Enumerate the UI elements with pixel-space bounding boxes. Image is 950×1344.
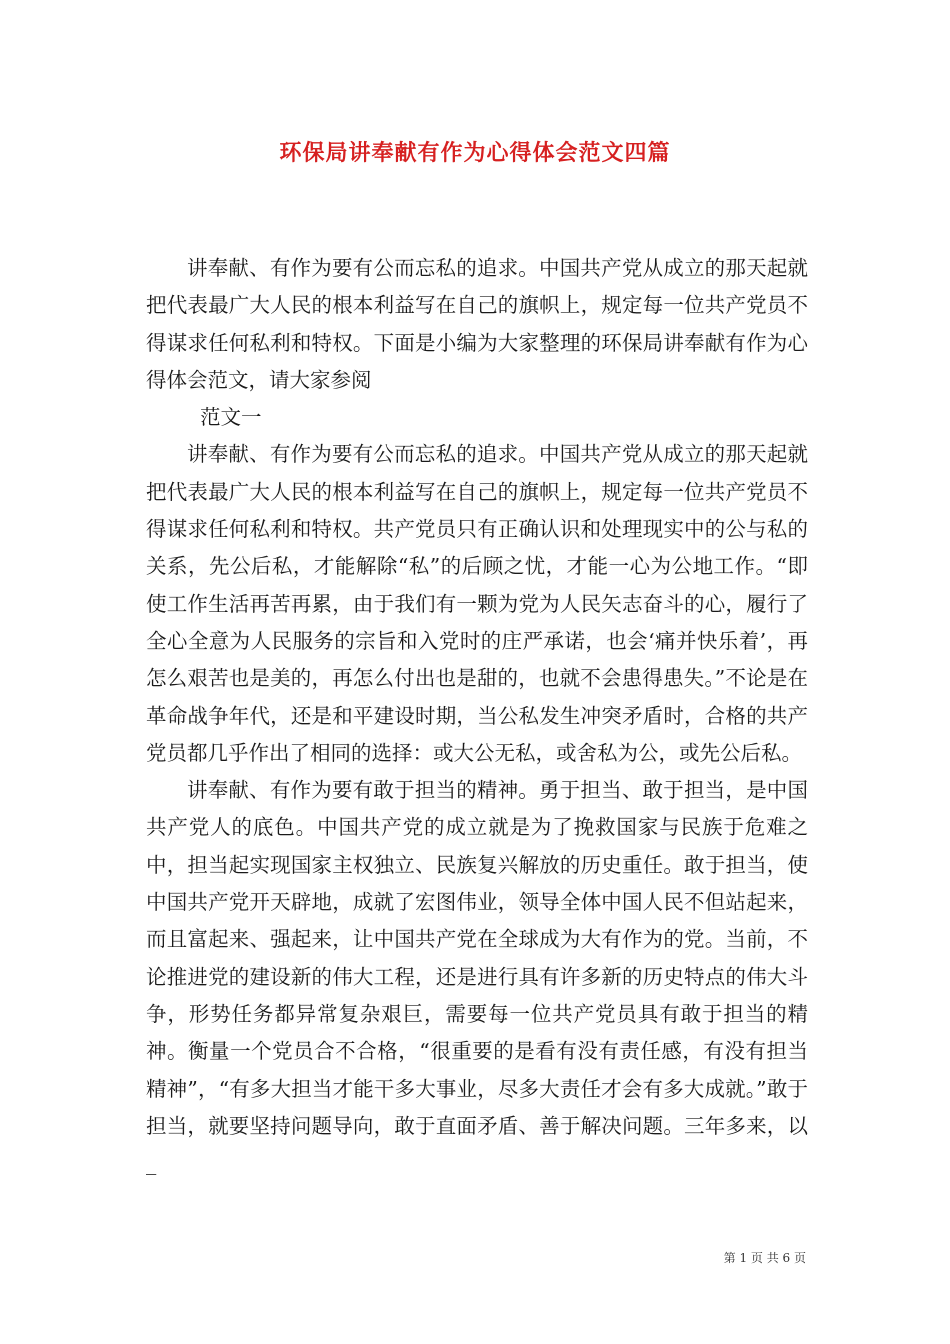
page-footer	[724, 1249, 806, 1266]
document-title: 环保局讲奉献有作为心得体会范文四篇	[279, 140, 671, 166]
paragraph-1: 讲奉献、有作为要有公而忘私的追求。中国共产党从成立的那天起就把代表最广大人民的根本利益写在自己的旗帜上，规定每一位共产党员不得谋求任何私利和特权。共产党员只有正确认识和处理现实中的公与私的关系，先公后私，才能解除“私”的后顾之忧，才能一心为公地工作。“即使工作生活再苦再累，由于我们有一颗为党为人民矢志奋斗的心，履行了全心全意为人民服务的宗旨和入党时的庄严承诺，也会‘痛并快乐着’，再怎么艰苦也是美的，再怎么付出也是甜的，也就不会患得患失。”不论是在革命战争年代，还是和平建设时期，当公私发生冲突矛盾时，合格的共产党员都几乎作出了相同的选择：或大公无私，或舍私为公，或先公后私。	[146, 442, 808, 765]
intro-paragraph: 讲奉献、有作为要有公而忘私的追求。中国共产党从成立的那天起就把代表最广大人民的根本利益写在自己的旗帜上，规定每一位共产党员不得谋求任何私利和特权。下面是小编为大家整理的环保局讲奉献有作为心得体会范文，请大家参阅	[146, 256, 808, 392]
section-label: 范文一	[200, 405, 262, 430]
paragraph-2: 讲奉献、有作为要有敢于担当的精神。勇于担当、敢于担当，是中国共产党人的底色。中国共产党的成立就是为了挽救国家与民族于危难之中，担当起实现国家主权独立、民族复兴解放的历史重任。敢于担当，使中国共产党开天辟地，成就了宏图伟业，领导全体中国人民不但站起来，而且富起来、强起来，让中国共产党在全球成为大有作为的党。当前，不论推进党的建设新的伟大工程，还是进行具有许多新的历史特点的伟大斗争，形势任务都异常复杂艰巨，需要每一位共产党员具有敢于担当的精神。衡量一个党员合不合格，“很重要的是看有没有责任感，有没有担当精神”，“有多大担当才能干多大事业，尽多大责任才会有多大成就。”敢于担当，就要坚持问题导向，敢于直面矛盾、善于解决问题。三年多来，以_	[146, 778, 808, 1176]
document-body	[146, 250, 808, 1182]
page-number: 第 1 页 共 6 页	[723, 1251, 806, 1265]
